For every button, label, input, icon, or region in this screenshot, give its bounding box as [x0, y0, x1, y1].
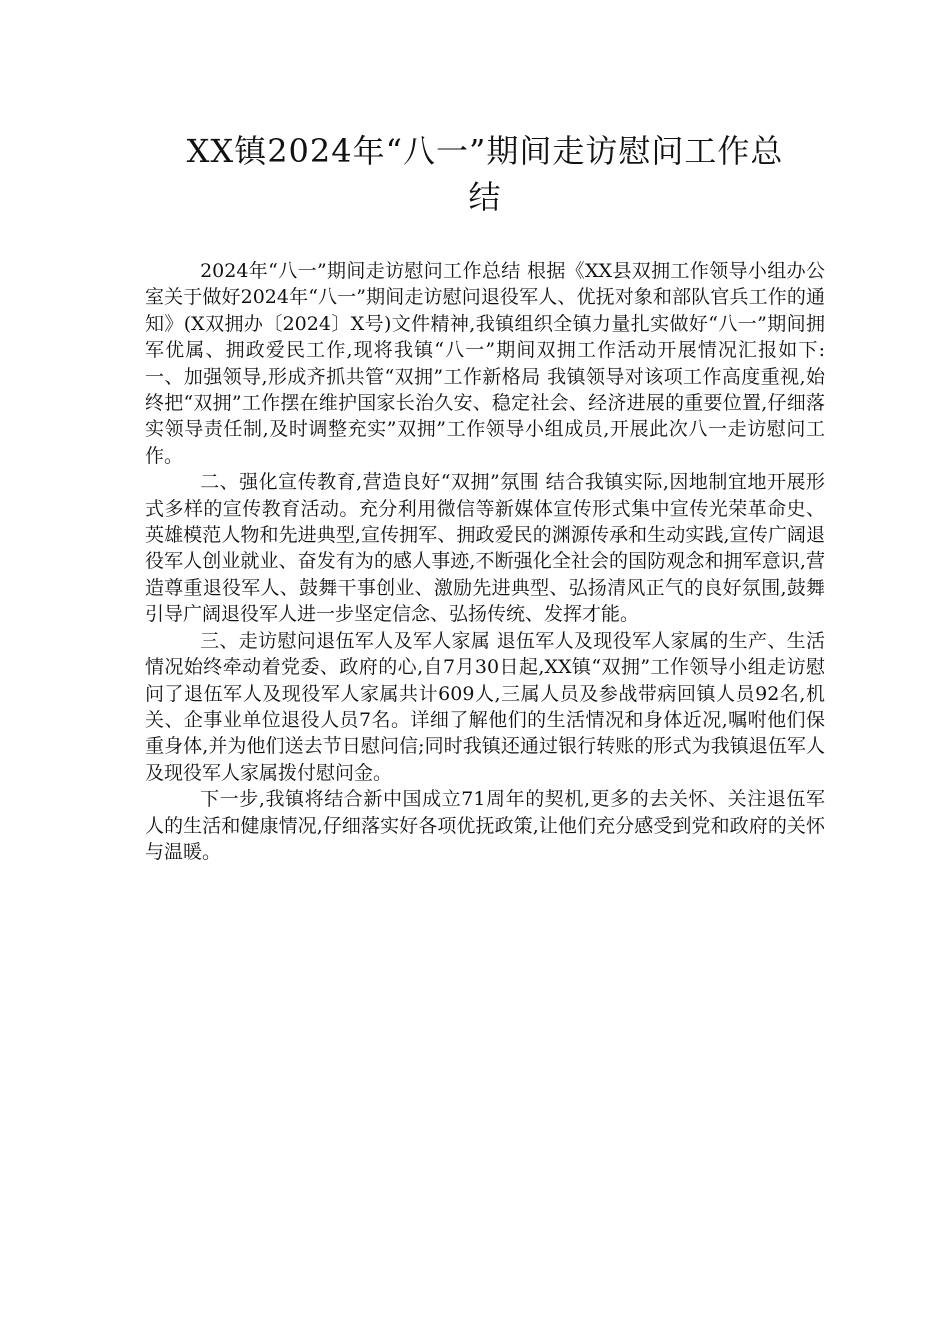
- paragraph-intro: 2024年“八一”期间走访慰问工作总结 根据《XX县双拥工作领导小组办公室关于做好2024年“八一”期间走访慰问退役军人、优抚对象和部队官兵工作的通知》(X双拥办〔2024〕X号)文件精神,我镇组织全镇力量扎实做好“八一”期间拥军优属、拥政爱民工作,现将我镇“八一”期间双拥工作活动开展情况汇报如下: 一、加强领导,形成齐抓共管“双拥”工作新格局 我镇领导对该项工作高度重视,始终把“双拥”工作摆在维护国家长治久安、稳定社会、经济进展的重要位置,仔细落实领导责任制,及时调整充实”双拥”工作领导小组成员,开展此次八一走访慰问工作。: [145, 260, 825, 467]
- paragraph-next-steps: 下一步,我镇将结合新中国成立71周年的契机,更多的去关怀、关注退伍军人的生活和健康情况,仔细落实好各项优抚政策,让他们充分感受到党和政府的关怀与温暖。: [145, 788, 825, 863]
- document-title: [145, 128, 825, 220]
- paragraph-publicity: 二、强化宣传教育,营造良好“双拥”氛围 结合我镇实际,因地制宜地开展形式多样的宣传教育活动。充分利用微信等新媒体宣传形式集中宣传光荣革命史、英雄模范人物和先进典型,宣传拥军、拥政爱民的渊源传承和生动实践,宣传广阔退役军人创业就业、奋发有为的感人事迹,不断强化全社会的国防观念和拥军意识,营造尊重退役军人、鼓舞干事创业、激励先进典型、弘扬清风正气的良好氛围,鼓舞引导广阔退役军人进一步坚定信念、弘扬传统、发挥才能。: [145, 471, 825, 626]
- document-page: [145, 128, 825, 865]
- document-title-line-1: XX镇2024年“八一”期间走访慰问工作总: [186, 132, 784, 170]
- document-title-line-2: 结: [468, 178, 502, 216]
- paragraph-visits: 三、走访慰问退伍军人及军人家属 退伍军人及现役军人家属的生产、生活情况始终牵动着党委、政府的心,自7月30日起,XX镇“双拥”工作领导小组走访慰问了退伍军人及现役军人家属共计609人,三属人员及参战带病回镇人员92名,机关、企事业单位退役人员7名。详细了解他们的生活情况和身体近况,嘱咐他们保重身体,并为他们送去节日慰问信;同时我镇还通过银行转账的形式为我镇退伍军人及现役军人家属拨付慰问金。: [145, 629, 825, 784]
